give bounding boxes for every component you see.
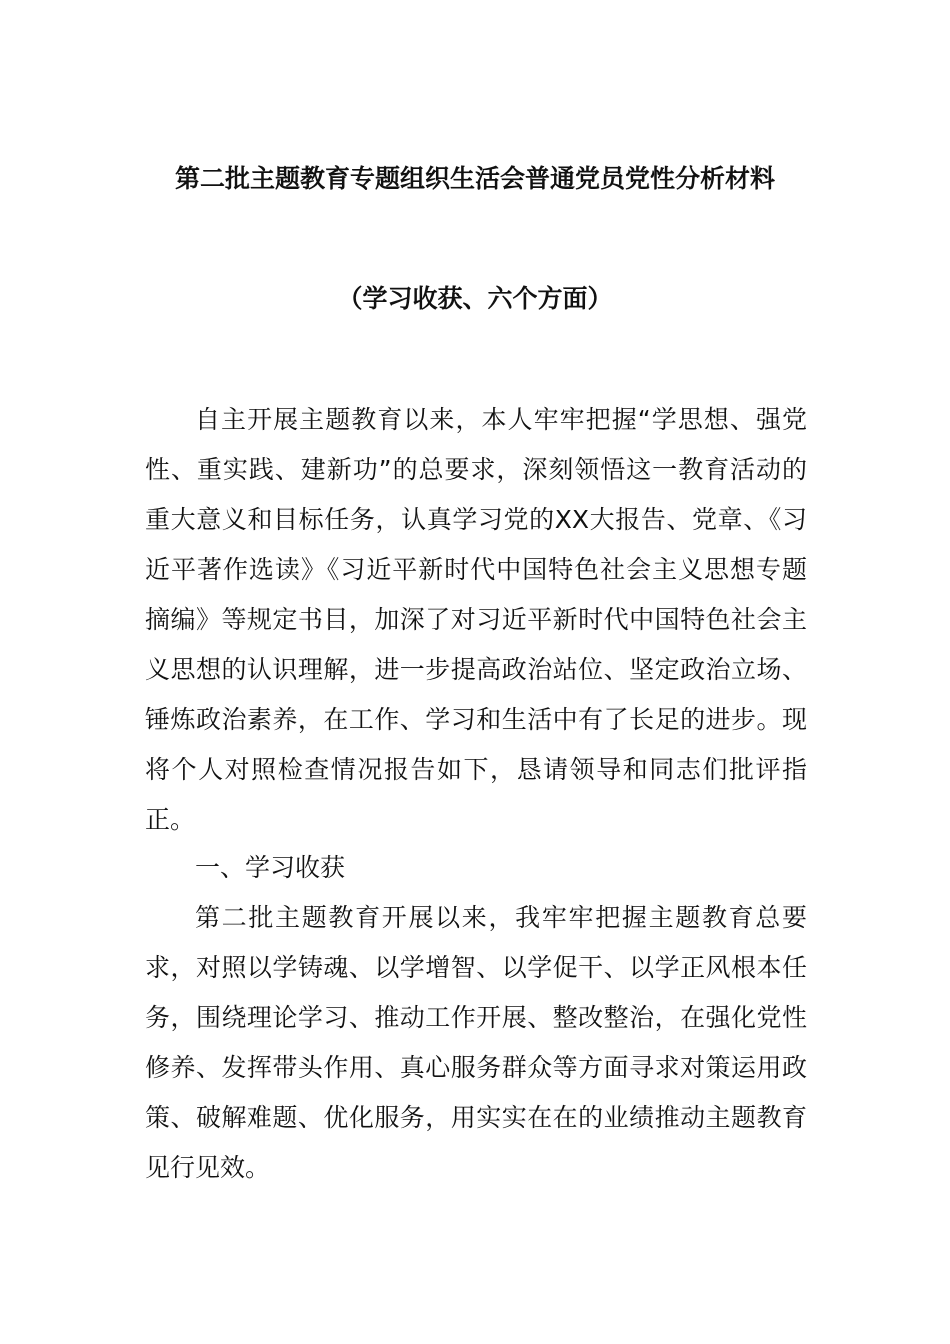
learning-paragraph: 第二批主题教育开展以来，我牢牢把握主题教育总要求，对照以学铸魂、以学增智、以学促干、以学正风根本任务，围绕理论学习、推动工作开展、整改整治，在强化党性修养、发挥带头作用、真心服务群众等方面寻求对策运用政策、破解难题、优化服务，用实实在在的业绩推动主题教育见行见效。: [145, 903, 807, 1182]
intro-paragraph: 自主开展主题教育以来，本人牢牢把握“学思想、强党性、重实践、建新功”的总要求，深刻领悟这一教育活动的重大意义和目标任务，认真学习党的XX大报告、党章、《习近平著作选读》《习近平新时代中国特色社会主义思想专题摘编》等规定书目，加深了对习近平新时代中国特色社会主义思想的认识理解，进一步提高政治站位、坚定政治立场、锤炼政治素养，在工作、学习和生活中有了长足的进步。现将个人对照检查情况报告如下，恳请领导和同志们批评指正。: [145, 405, 807, 834]
document-subtitle: （学习收获、六个方面）: [337, 284, 613, 313]
section-heading: 一、学习收获: [195, 853, 346, 882]
document-title: 第二批主题教育专题组织生活会普通党员党性分析材料: [174, 164, 775, 193]
